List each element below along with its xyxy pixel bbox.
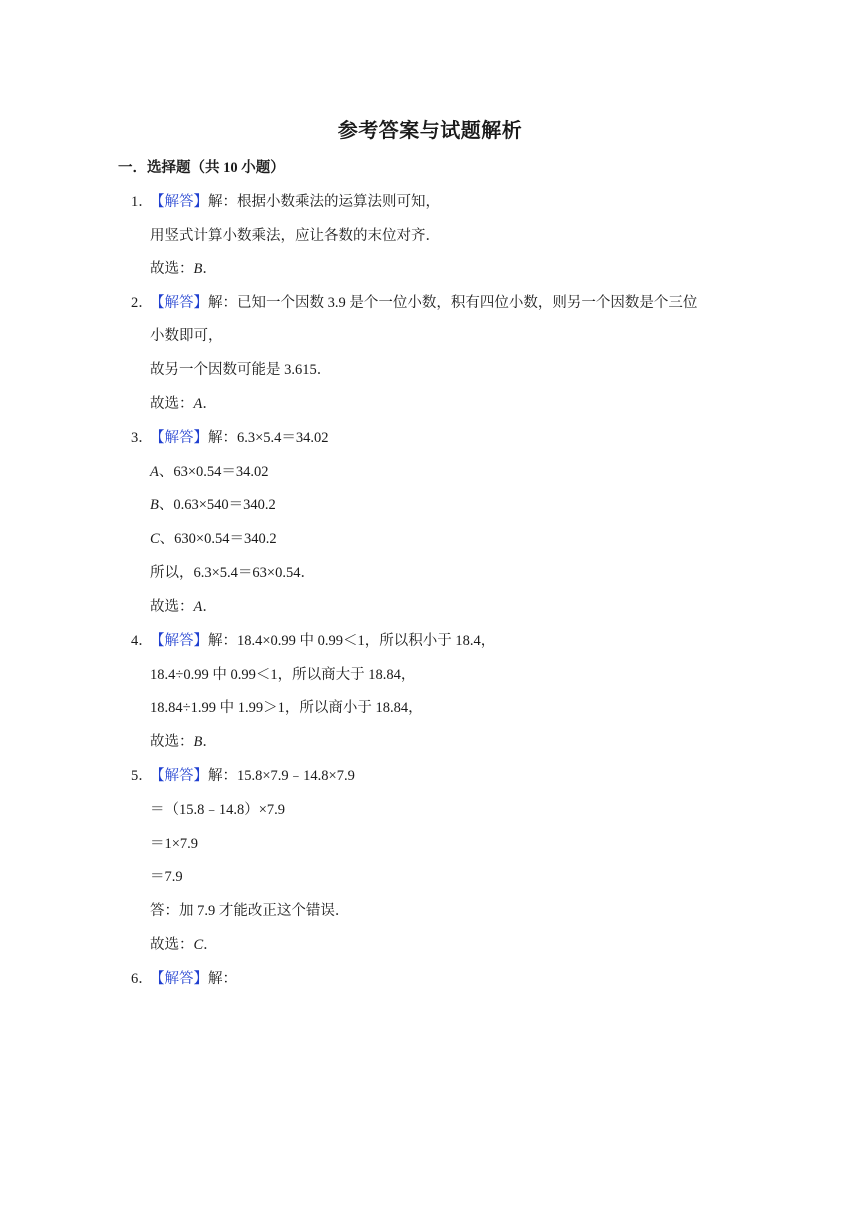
option-text: 、630×0.54＝340.2: [159, 531, 277, 547]
answer-line: 小数即可，: [150, 328, 223, 344]
option-line: [150, 462, 269, 482]
choice-suffix: ．: [202, 261, 217, 277]
section-heading: 一．选择题（共 10 小题）: [118, 160, 285, 176]
answer-line: [150, 293, 697, 313]
question-number: 1．: [131, 194, 153, 210]
choice-letter: A: [193, 396, 203, 412]
choice-suffix: ．: [203, 937, 218, 953]
answer-line: 18.4÷0.99 中 0.99＜1，所以商大于 18.84，: [150, 667, 416, 683]
answer-text: 解：18.4×0.99 中 0.99＜1，所以积小于 18.4，: [208, 633, 496, 649]
question-number: 6．: [131, 971, 153, 987]
choice-suffix: ．: [202, 599, 217, 615]
choice-line: [150, 597, 217, 617]
choice-letter: B: [193, 734, 203, 750]
answer-line: 用竖式计算小数乘法，应让各数的末位对齐．: [150, 228, 440, 244]
answer-tag: 【解答】: [150, 971, 208, 987]
option-letter: C: [150, 531, 160, 547]
answer-text: 解：: [208, 971, 237, 987]
option-letter: B: [150, 497, 159, 513]
option-line: [150, 529, 277, 549]
question-number: 5．: [131, 768, 153, 784]
choice-letter: A: [193, 599, 203, 615]
answer-line: 18.84÷1.99 中 1.99＞1，所以商小于 18.84，: [150, 700, 423, 716]
answer-line: 故另一个因数可能是 3.615．: [150, 362, 332, 378]
answer-line: ＝（15.8﹣14.8）×7.9: [150, 802, 286, 818]
answer-text: 解：15.8×7.9﹣14.8×7.9: [208, 768, 355, 784]
choice-letter: B: [193, 261, 203, 277]
question-number: 3．: [131, 430, 153, 446]
choice-line: [150, 935, 218, 955]
answer-line: [150, 192, 440, 212]
choice-line: [150, 259, 217, 279]
choice-prefix: 故选：: [150, 937, 194, 953]
answer-line: [150, 766, 355, 786]
option-text: 、63×0.54＝34.02: [158, 464, 269, 480]
answer-tag: 【解答】: [150, 194, 208, 210]
question-number: 4．: [131, 633, 153, 649]
choice-suffix: ．: [202, 734, 217, 750]
answer-text: 解：6.3×5.4＝34.02: [208, 430, 329, 446]
answer-line: [150, 631, 495, 651]
answer-line: ＝1×7.9: [150, 836, 199, 852]
answer-tag: 【解答】: [150, 295, 208, 311]
choice-prefix: 故选：: [150, 261, 194, 277]
answer-text: 解：根据小数乘法的运算法则可知，: [208, 194, 440, 210]
option-line: [150, 495, 276, 515]
choice-line: [150, 394, 217, 414]
choice-prefix: 故选：: [150, 734, 194, 750]
answer-line: 所以，6.3×5.4＝63×0.54．: [150, 565, 315, 581]
choice-suffix: ．: [202, 396, 217, 412]
option-text: 、0.63×540＝340.2: [158, 497, 276, 513]
answer-line: [150, 428, 329, 448]
option-letter: A: [150, 464, 159, 480]
choice-letter: C: [193, 937, 204, 953]
choice-prefix: 故选：: [150, 396, 194, 412]
answer-tag: 【解答】: [150, 633, 208, 649]
page-title: 参考答案与试题解析: [337, 120, 523, 142]
answer-tag: 【解答】: [150, 768, 208, 784]
answer-line: [150, 969, 237, 989]
answer-text: 解：已知一个因数 3.9 是个一位小数，积有四位小数，则另一个因数是个三位: [208, 295, 698, 311]
answer-line: ＝7.9: [150, 869, 183, 885]
choice-prefix: 故选：: [150, 599, 194, 615]
answer-tag: 【解答】: [150, 430, 208, 446]
choice-line: [150, 732, 217, 752]
question-number: 2．: [131, 295, 153, 311]
answer-line: 答：加 7.9 才能改正这个错误．: [150, 903, 350, 919]
